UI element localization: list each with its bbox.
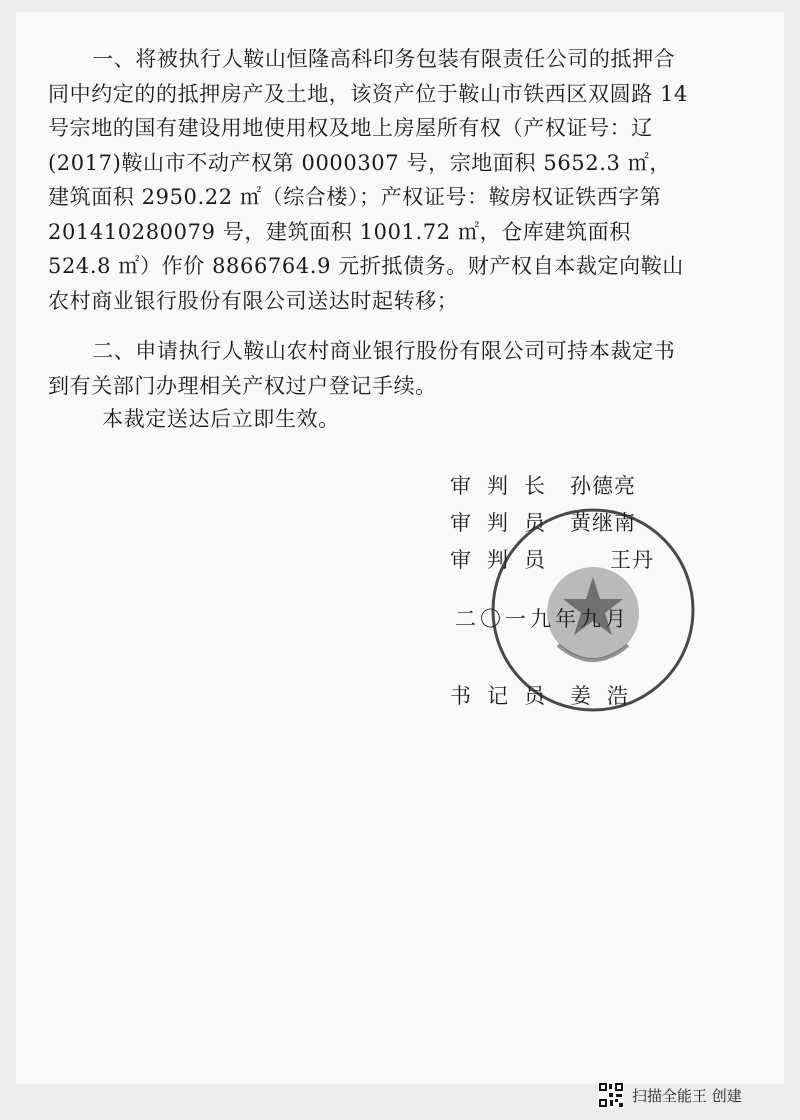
signature-presiding <box>450 470 690 500</box>
ruling-item-1: 一、将被执行人鞍山恒隆高科印务包装有限责任公司的抵押合同中约定的的抵押房产及土地，该资产位于鞍山市铁西区双圆路 14 号宗地的国有建设用地使用权及地上房屋所有权（产权证号：辽(2017)鞍山市不动产权第 0000307 号，宗地面积 5652.3 ㎡，建筑面积 2950.22 ㎡（综合楼）；产权证号：鞍房权证铁西字第 201410280079 号，建筑面积 1001.72 ㎡，仓库建筑面积 524.8 ㎡）作价 8866764.9 元折抵债务。财产权自本裁定向鞍山农村商业银行股份有限公司送达时起转移； <box>48 47 688 313</box>
ruling-item-2: 二、申请执行人鞍山农村商业银行股份有限公司可持本裁定书到有关部门办理相关产权过户登记手续。 <box>48 339 676 398</box>
judge2-name: 王丹 <box>610 548 654 572</box>
ruling-date: 二〇一九年九月 <box>455 607 630 631</box>
clerk-role: 书记员 <box>450 684 561 708</box>
signature-judge-2 <box>450 544 690 574</box>
presiding-role: 审判长 <box>450 474 561 498</box>
signature-clerk <box>450 680 690 710</box>
judge2-role: 审判员 <box>450 548 561 572</box>
judge1-name: 黄继南 <box>570 511 636 535</box>
signature-judge-1 <box>450 507 690 537</box>
clerk-name: 姜浩 <box>570 684 644 708</box>
effective-statement: 本裁定送达后立即生效。 <box>102 407 340 431</box>
qr-code-icon <box>598 1082 624 1108</box>
judge1-role: 审判员 <box>450 511 561 535</box>
presiding-name: 孙德亮 <box>570 474 636 498</box>
scanner-watermark <box>598 1082 742 1108</box>
scanner-label: 扫描全能王 创建 <box>632 1086 742 1105</box>
